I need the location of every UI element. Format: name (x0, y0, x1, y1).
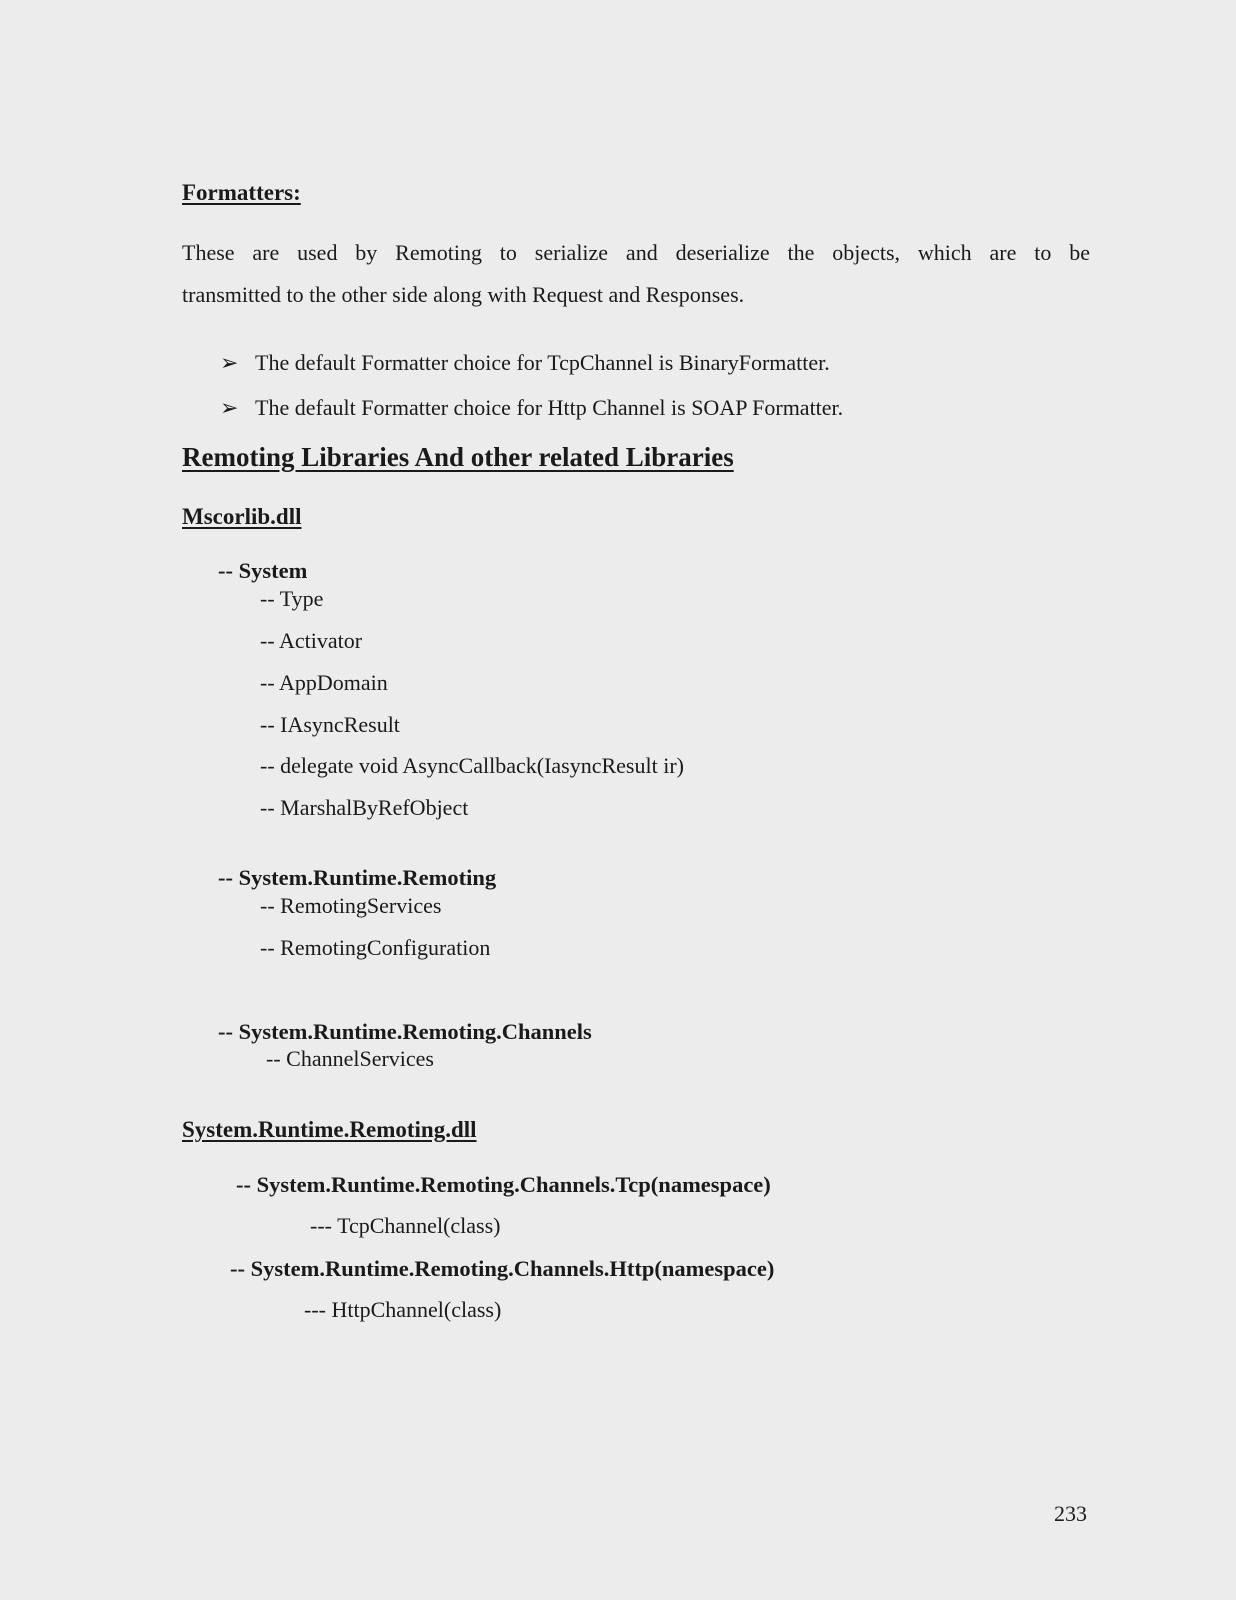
list-item: -- Activator (260, 628, 363, 653)
remoting-dll-heading: System.Runtime.Remoting.dll (182, 1117, 477, 1142)
list-item: -- IAsyncResult (260, 712, 400, 737)
list-item: --- TcpChannel(class) (310, 1213, 501, 1238)
list-item: -- delegate void AsyncCallback(IasyncResult ir) (260, 753, 684, 778)
formatters-heading: Formatters: (182, 180, 301, 205)
list-item: -- ChannelServices (266, 1046, 434, 1071)
bullet-item: The default Formatter choice for Http Channel is SOAP Formatter. (255, 395, 844, 420)
namespace-system: -- System (218, 558, 308, 583)
namespace-system-runtime-remoting: -- System.Runtime.Remoting (218, 865, 497, 890)
libraries-heading: Remoting Libraries And other related Libraries (182, 442, 734, 472)
formatters-paragraph-line-2: transmitted to the other side along with Request and Responses. (182, 282, 745, 307)
bullet-arrow-icon: ➢ (220, 395, 239, 420)
page-number: 233 (1054, 1501, 1087, 1526)
mscorlib-heading: Mscorlib.dll (182, 504, 302, 529)
list-item: -- Type (260, 586, 324, 611)
namespace-channels-tcp: -- System.Runtime.Remoting.Channels.Tcp(namespace) (236, 1172, 771, 1197)
bullet-item: The default Formatter choice for TcpChannel is BinaryFormatter. (255, 350, 830, 375)
list-item: -- AppDomain (260, 670, 388, 695)
namespace-remoting-channels: -- System.Runtime.Remoting.Channels (218, 1019, 592, 1044)
formatters-paragraph-line-1: These are used by Remoting to serialize and deserialize the objects, which are to be (182, 240, 1090, 265)
list-item: -- RemotingConfiguration (260, 935, 491, 960)
list-item: -- RemotingServices (260, 893, 442, 918)
list-item: -- MarshalByRefObject (260, 795, 469, 820)
bullet-arrow-icon: ➢ (220, 350, 239, 375)
list-item: --- HttpChannel(class) (304, 1297, 502, 1322)
namespace-channels-http: -- System.Runtime.Remoting.Channels.Http(namespace) (230, 1256, 775, 1281)
